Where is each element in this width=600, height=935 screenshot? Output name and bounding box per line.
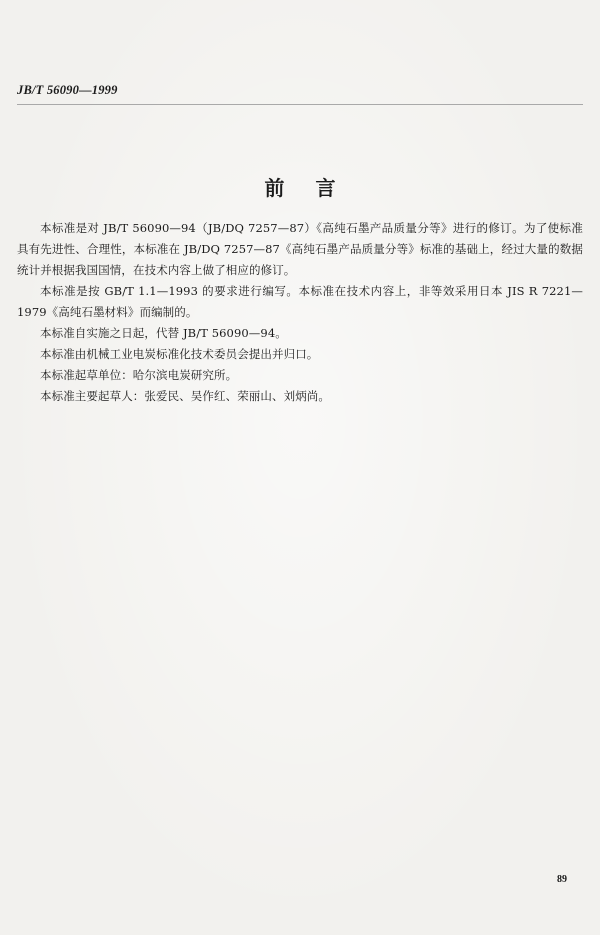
paragraph-revision: 本标准是对 JB/T 56090—94（JB/DQ 7257—87）《高纯石墨产品质量分等》进行的修订。为了使标准具有先进性、合理性，本标准在 JB/DQ 7257—87《高纯石墨产品质量分等》标准的基础上，经过大量的数据统计并根据我国国情，在技术内容上做了相应的修订。 — [17, 221, 583, 277]
paragraph-drafting-rules: 本标准是按 GB/T 1.1—1993 的要求进行编写。本标准在技术内容上，非等效采用日本 JIS R 7221—1979《高纯石墨材料》而编制的。 — [17, 284, 583, 319]
paragraph-replaces: 本标准自实施之日起，代替 JB/T 56090—94。 — [40, 326, 287, 340]
paragraph-proposed-by: 本标准由机械工业电炭标准化技术委员会提出并归口。 — [40, 347, 319, 361]
header-rule — [17, 104, 583, 105]
paragraph-drafting-unit: 本标准起草单位：哈尔滨电炭研究所。 — [40, 368, 238, 382]
paragraph-drafters: 本标准主要起草人：张爱民、吴作红、荣丽山、刘炳尚。 — [40, 389, 330, 403]
page-number: 89 — [557, 874, 567, 885]
page-title: 前 言 — [264, 176, 348, 200]
foreword-body — [17, 218, 583, 407]
standard-number: JB/T 56090—1999 — [17, 83, 118, 97]
